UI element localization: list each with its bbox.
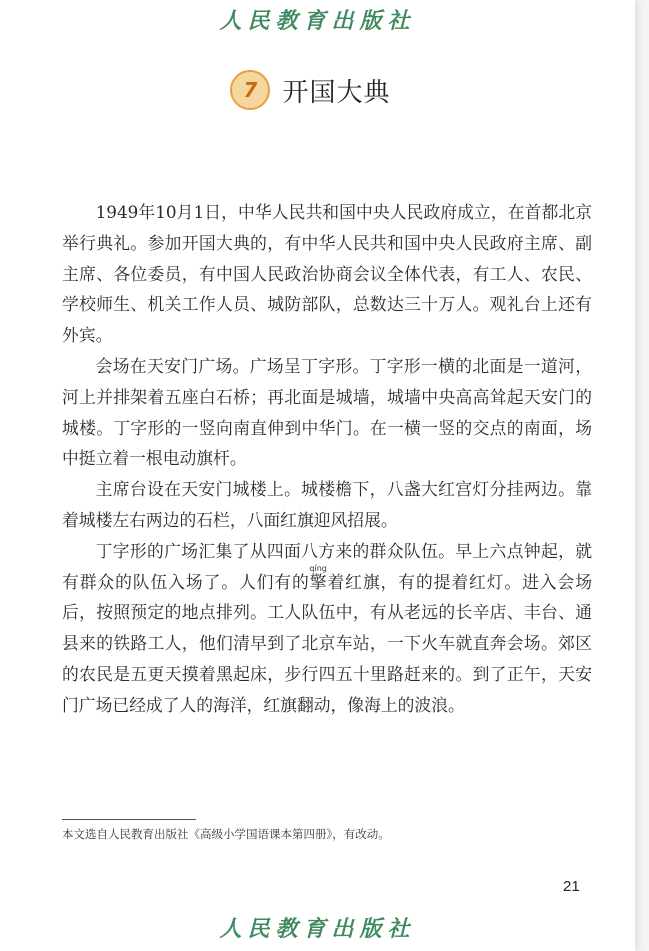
lesson-number-badge: [230, 70, 270, 110]
lesson-heading: [0, 70, 635, 110]
publisher-logo-bottom: 人民教育出版社: [219, 916, 416, 942]
footnote-divider: [62, 819, 196, 820]
lesson-number: 7: [243, 78, 258, 102]
footnote: 本文选自人民教育出版社《高级小学国语课本第四册》，有改动。: [62, 827, 390, 841]
paragraph-4-part-1: 丁字形的广场汇集了从四面八方来的群众队伍。早上六点钟起，就有群众的队伍入场了。人们有的: [62, 540, 592, 592]
pinyin-annotation: qíng: [309, 563, 327, 573]
publisher-logo-top: 人民教育出版社: [219, 8, 416, 34]
lesson-body: [62, 197, 592, 721]
page-number: 21: [563, 878, 580, 895]
paragraph-4-part-2: 着红旗，有的提着红灯。进入会场后，按照预定的地点排列。工人队伍中，有从老远的长辛店、丰台、通县来的铁路工人，他们清早到了北京车站，一下火车就直奔会场。郊区的农民是五更天摸着黑起床，步行四五十里路赶来的。到了正午，天安门广场已经成了人的海洋，红旗翻动，像海上的波浪。: [62, 571, 592, 715]
paragraph-2: 会场在天安门广场。广场呈丁字形。丁字形一横的北面是一道河，河上并排架着五座白石桥；再北面是城墙，城墙中央高高耸起天安门的城楼。丁字形的一竖向南直伸到中华门。在一横一竖的交点的南面，场中挺立着一根电动旗杆。: [62, 355, 592, 469]
pinyin-annotated-char: [309, 563, 327, 592]
paragraph-3: 主席台设在天安门城楼上。城楼檐下，八盏大红宫灯分挂两边。靠着城楼左右两边的石栏，八面红旗迎风招展。: [62, 479, 592, 530]
annotated-char: 擎: [309, 571, 327, 592]
paragraph-1: 1949年10月1日，中华人民共和国中央人民政府成立，在首都北京举行典礼。参加开国大典的，有中华人民共和国中央人民政府主席、副主席、各位委员，有中国人民政治协商会议全体代表，有工人、农民、学校师生、机关工作人员、城防部队，总数达三十万人。观礼台上还有外宾。: [62, 202, 592, 346]
lesson-title: 开国大典: [282, 77, 391, 108]
paragraph-4: [62, 536, 592, 721]
